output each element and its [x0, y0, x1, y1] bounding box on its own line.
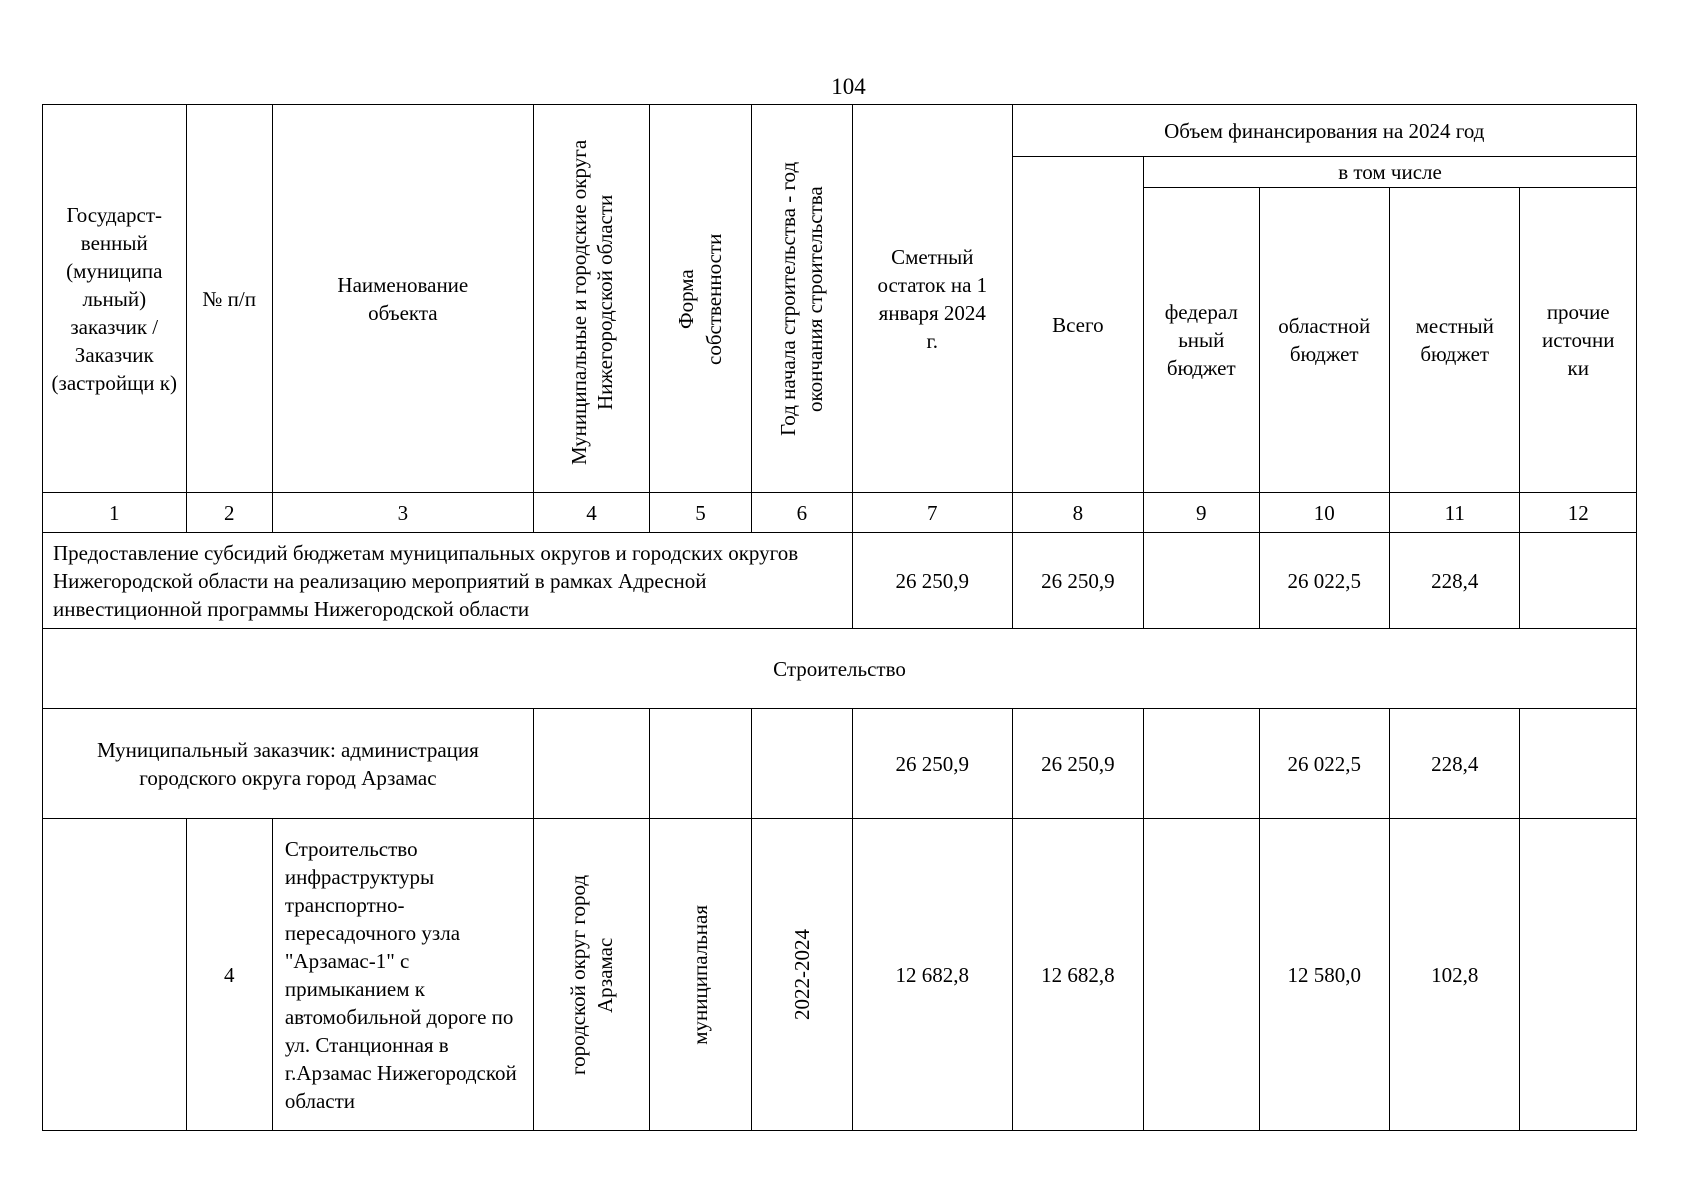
customer-estimate: 26 250,9 [853, 709, 1013, 819]
customer-local: 228,4 [1389, 709, 1519, 819]
header-funding-title: Объем финансирования на 2024 год [1012, 105, 1636, 157]
section-row [43, 629, 1637, 709]
subsidy-federal [1144, 533, 1259, 629]
column-number: 2 [186, 493, 272, 533]
customer-federal [1144, 709, 1259, 819]
header-number: № п/п [186, 105, 272, 493]
header-ownership: Форма собственности [650, 105, 751, 493]
header-object-name: Наименование объекта [272, 105, 533, 493]
header-estimate: Сметный остаток на 1 января 2024 г. [853, 105, 1013, 493]
subsidy-local: 228,4 [1389, 533, 1519, 629]
customer-total: 26 250,9 [1012, 709, 1143, 819]
object-ownership: муниципальная [650, 819, 751, 1131]
subsidy-other [1520, 533, 1637, 629]
column-numbers-row [43, 493, 1637, 533]
column-number: 1 [43, 493, 187, 533]
customer-regional: 26 022,5 [1259, 709, 1389, 819]
column-number: 11 [1389, 493, 1519, 533]
customer-other [1520, 709, 1637, 819]
subsidy-label: Предоставление субсидий бюджетам муниципальных округов и городских округов Нижегородской области на реализацию мероприятий в рамках Адресной инвестиционной программы Нижегородской области [43, 533, 853, 629]
page-number: 104 [831, 74, 866, 99]
header-years: Год начала строительства - год окончания строительства [751, 105, 852, 493]
column-number: 5 [650, 493, 751, 533]
customer-label: Муниципальный заказчик: администрация городского округа город Арзамас [43, 709, 534, 819]
column-number: 6 [751, 493, 852, 533]
customer-ownership [650, 709, 751, 819]
header-districts: Муниципальные и городские округа Нижегородской области [533, 105, 649, 493]
object-name: Строительство инфраструктуры транспортно-пересадочного узла "Арзамас-1" с примыканием к автомобильной дороге по ул. Станционная в г.Арзамас Нижегородской области [272, 819, 533, 1131]
header-customer: Государст-венный (муниципа льный) заказчик / Заказчик (застройщи к) [43, 105, 187, 493]
object-federal [1144, 819, 1259, 1131]
table-row [43, 819, 1637, 1131]
header-local: местный бюджет [1389, 188, 1519, 493]
column-number: 10 [1259, 493, 1389, 533]
customer-years [751, 709, 852, 819]
object-local: 102,8 [1389, 819, 1519, 1131]
column-number: 9 [1144, 493, 1259, 533]
header-including: в том числе [1144, 157, 1637, 188]
subsidy-estimate: 26 250,9 [853, 533, 1013, 629]
table-row [43, 709, 1637, 819]
column-number: 7 [853, 493, 1013, 533]
column-number: 12 [1520, 493, 1637, 533]
subsidy-total: 26 250,9 [1012, 533, 1143, 629]
column-number: 4 [533, 493, 649, 533]
header-federal: федерал ьный бюджет [1144, 188, 1259, 493]
object-number: 4 [186, 819, 272, 1131]
header-other: прочие источни ки [1520, 188, 1637, 493]
object-other [1520, 819, 1637, 1131]
header-regional: областной бюджет [1259, 188, 1389, 493]
object-years: 2022-2024 [751, 819, 852, 1131]
column-number: 3 [272, 493, 533, 533]
object-total: 12 682,8 [1012, 819, 1143, 1131]
customer-district [533, 709, 649, 819]
section-title: Строительство [43, 629, 1637, 709]
object-regional: 12 580,0 [1259, 819, 1389, 1131]
investment-program-table [42, 104, 1637, 1131]
object-district: городской округ город Арзамас [533, 819, 649, 1131]
table-row [43, 533, 1637, 629]
column-number: 8 [1012, 493, 1143, 533]
object-customer [43, 819, 187, 1131]
header-total: Всего [1012, 157, 1143, 493]
subsidy-regional: 26 022,5 [1259, 533, 1389, 629]
object-estimate: 12 682,8 [853, 819, 1013, 1131]
